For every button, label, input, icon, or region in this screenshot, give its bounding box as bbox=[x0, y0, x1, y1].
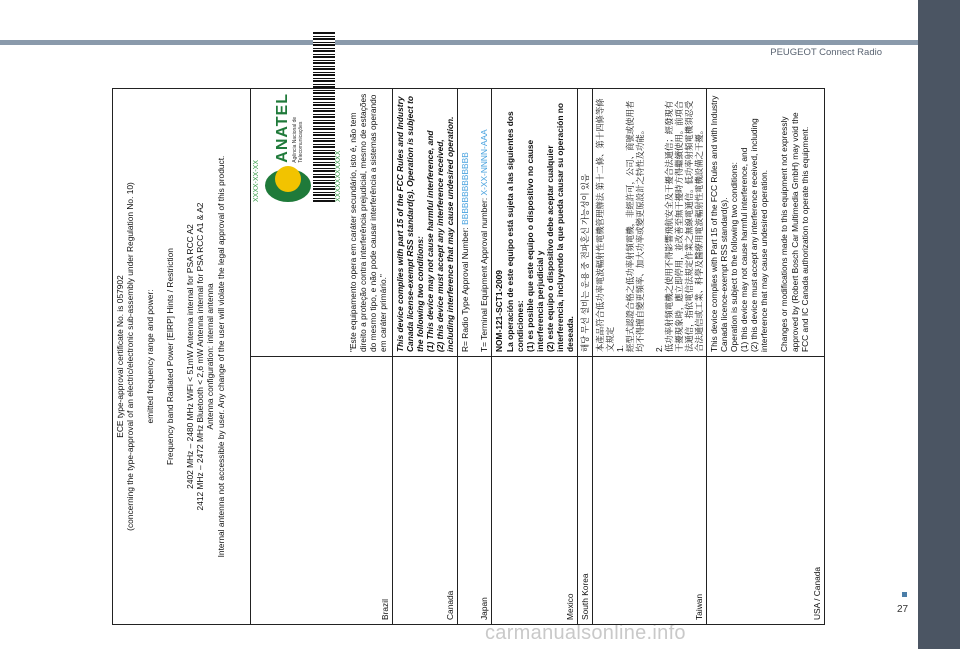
ece-cell bbox=[113, 89, 251, 625]
wifi-line: 2402 MHz – 2480 MHz WiFi < 51mW Antenna internal for PSA RCC A2 bbox=[185, 224, 196, 489]
canada-cell bbox=[393, 89, 458, 357]
rotated-page bbox=[112, 88, 822, 625]
ece-row bbox=[113, 89, 251, 625]
brazil-cell bbox=[251, 89, 393, 357]
bt-line: 2412 MHz – 2472 MHz Bluetooth < 2,6 mW Antenna internal for PSA RCC A1 & A2 bbox=[195, 202, 206, 511]
korea-row bbox=[578, 89, 593, 625]
japan-t-value: X-XX-NNNN-AAA bbox=[478, 129, 489, 196]
top-rule bbox=[0, 40, 918, 45]
canada-line1: This device complies with part 15 of the FCC Rules and Industry Canada license-exempt RSS standard(s). Operation is subject to the following two conditions: bbox=[395, 96, 426, 352]
usa-line4: (2) this device must accept any interference received, including interference that may cause undesired operation. bbox=[749, 118, 770, 352]
japan-row bbox=[458, 89, 492, 625]
country-usa-canada: USA / Canada bbox=[706, 357, 824, 625]
watermark: carmanualsonline.info bbox=[485, 622, 686, 644]
right-sidebar bbox=[918, 0, 960, 649]
barcode-icon bbox=[313, 32, 335, 202]
section-marker bbox=[902, 592, 907, 597]
freq-heading: emitted frequency range and power: bbox=[145, 289, 156, 424]
mexico-row bbox=[492, 89, 578, 625]
ece-line2: (concerning the type-approval of an electric/electronic sub-assembly under Regulation No. 10) bbox=[125, 182, 136, 531]
japan-r-label: R= Radio Type Approval Number: bbox=[460, 224, 471, 352]
brazil-row bbox=[251, 89, 393, 625]
anatel-subtitle: Agência Nacional de Telecomunicações bbox=[291, 116, 304, 163]
taiwan-cell bbox=[593, 89, 707, 357]
korea-text: 해당 무선 설비는 운용 중 전파혼신 가능성이 있음 bbox=[578, 89, 593, 357]
taiwan-p1-text: 經型式認證合格之低功率射頻電機，非經許可，公司、商號或使用者均不得擅自變更頻率、加大功率或變更原設計之特性及功能。 bbox=[625, 100, 646, 352]
mexico-line3: (1) es posible que este equipo o dispositivo no cause interferencia perjudicial y bbox=[524, 139, 545, 352]
country-taiwan: Taiwan bbox=[593, 357, 707, 625]
mexico-cell bbox=[492, 89, 578, 357]
regulatory-document bbox=[112, 88, 822, 625]
usa-line1: This device complies with Part 15 of the FCC Rules and with Industry Canada licence-exempt RSS standard(s). bbox=[708, 95, 730, 352]
canada-line4: including interference that may cause undesired operation. bbox=[445, 116, 456, 352]
taiwan-p1-num: 1. bbox=[615, 345, 626, 352]
antenna-note: Internal antenna not accessible by user. Any change of the user will violate the legal approval of this product. bbox=[215, 155, 226, 558]
country-canada: Canada bbox=[393, 357, 458, 625]
anatel-wordmark bbox=[273, 93, 304, 163]
brazil-text: "Este equipamento opera em caráter secundário, isto é, não tem direito a proteção contra interferência prejudicial, mesmo de estações do mesmo tipo, e não pode causar interferência a sistemas operando em caráter primário." bbox=[347, 93, 389, 352]
japan-t-line bbox=[479, 93, 489, 352]
japan-r-value: BBBBBBBBBBBBB bbox=[460, 152, 471, 225]
country-mexico: Mexico bbox=[492, 357, 578, 625]
ece-line1: ECE type-approval certificate No. is 057902 bbox=[115, 275, 125, 438]
japan-t-label: T= Terminal Equipment Approval number: bbox=[478, 195, 489, 352]
mexico-line4: (2) este equipo o dispositivo debe aceptar cualquier interferencia, incluyendo la que pueda causar su operación no deseada. bbox=[544, 103, 576, 352]
usa-line5: Changes or modifications made to this equipment not expressly approved by (Robert Bosch Car Multimedia GmbH) may void the FCC and IC Canada authorization to operate this equipment. bbox=[779, 112, 810, 352]
usa-line3: (1) this device may not cause harmful interference, and bbox=[739, 147, 750, 352]
anatel-code-bottom: XXXXXXXXXXX bbox=[335, 150, 343, 202]
canada-line2: (1) This device may not cause harmful interference, and bbox=[425, 130, 436, 352]
taiwan-p2-num: 2. bbox=[653, 345, 664, 352]
country-south-korea: South Korea bbox=[578, 357, 593, 625]
freq-columns: Frequency band Radiated Power [EIRP] Hints / Restriction bbox=[165, 248, 176, 465]
anatel-text: ANATEL bbox=[273, 93, 291, 163]
usa-line2: Operation is subject to the following two conditions: bbox=[729, 162, 740, 352]
country-japan: Japan bbox=[458, 357, 492, 625]
taiwan-p1: 本產品符合低功率電波輻射性電機管理辦法 第十二條、第十四條等條文規定 bbox=[595, 98, 616, 352]
japan-cell bbox=[458, 89, 492, 357]
anatel-logo-icon bbox=[265, 169, 311, 202]
mexico-line1: NOM-121-SCT1-2009 bbox=[494, 270, 505, 352]
canada-row bbox=[393, 89, 458, 625]
header-title: PEUGEOT Connect Radio bbox=[770, 47, 882, 58]
antenna-config: Antenna configuration: internal antenna bbox=[205, 283, 216, 430]
anatel-code-top: XXXX-XX-XX bbox=[253, 159, 260, 202]
taiwan-p2-text: 低功率射頻電機之使用不得影響飛航安全及干擾合法通信；經發現有干擾現象時，應立即停用，並改善至無干擾時方得繼續使用。前項合法通信，指依電信法規定作業之無線電通信。低功率射頻電機須忍受合法通信或工業、科學及醫療用電波輻射性電機設備之干擾。 bbox=[663, 100, 704, 352]
usa-cell bbox=[706, 89, 824, 357]
mexico-line2: La operación de este equipo está sujeta a las siguientes dos condiciones: bbox=[504, 111, 525, 352]
japan-r-line bbox=[460, 93, 470, 352]
anatel-logo-block bbox=[265, 93, 311, 202]
canada-line3: (2) this device must accept any interference received, bbox=[435, 139, 446, 352]
taiwan-row bbox=[593, 89, 707, 625]
approval-table bbox=[112, 88, 825, 625]
country-brazil: Brazil bbox=[251, 357, 393, 625]
usa-row bbox=[706, 89, 824, 625]
page-number: 27 bbox=[897, 604, 909, 615]
